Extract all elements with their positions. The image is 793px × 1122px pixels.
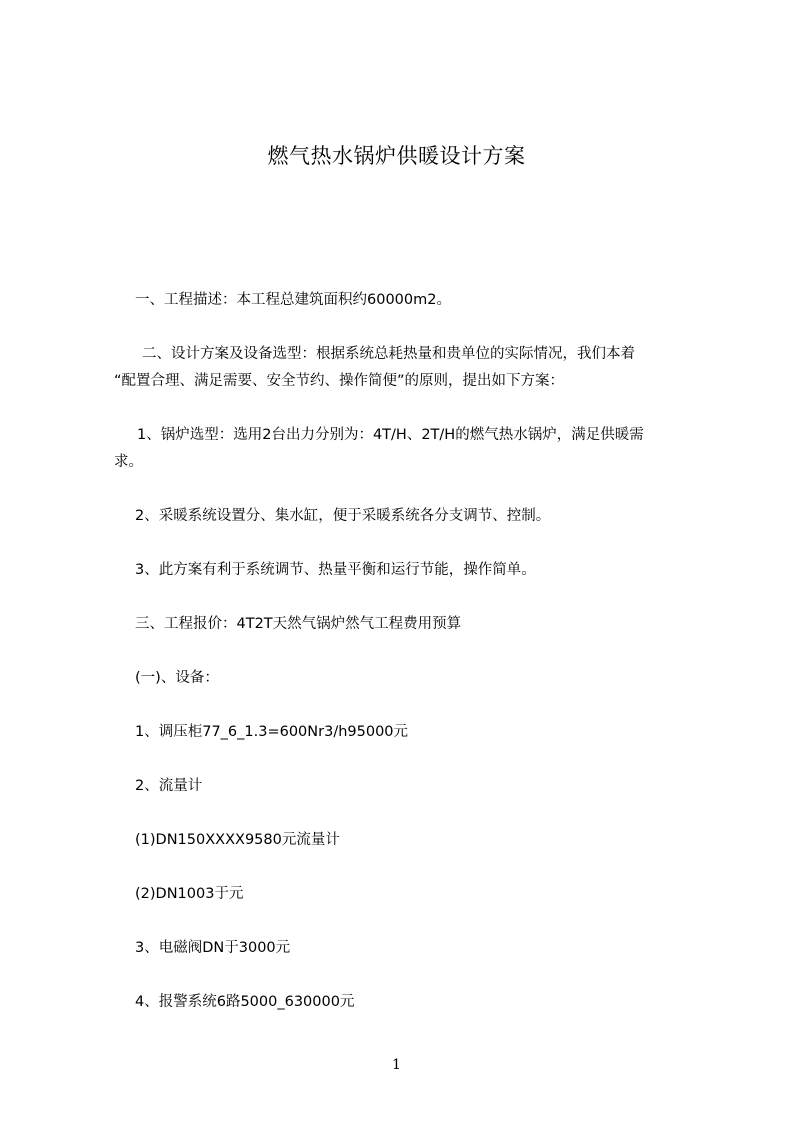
page-number: 1 (392, 1057, 401, 1073)
paragraph-boiler-selection-line2: 求。 (114, 454, 143, 470)
paragraph-project-quote: 三、工程报价：4T2T天然气锅炉然气工程费用预算 (135, 616, 462, 632)
list-item-pressure-regulator: 1、调压柜77_6_1.3=600Nr3/h95000元 (135, 724, 409, 740)
list-item-alarm-system: 4、报警系统6路5000_630000元 (135, 994, 355, 1010)
list-item-flowmeter-dn150: (1)DN150XXXX9580元流量计 (135, 832, 340, 848)
paragraph-boiler-selection-line1: 1、锅炉选型：选用2台出力分别为：4T/H、2T/H的燃气热水锅炉，满足供暖需 (137, 427, 644, 443)
list-item-flowmeter-dn100: (2)DN1003于元 (135, 886, 244, 902)
paragraph-heating-system: 2、采暖系统设置分、集水缸，便于采暖系统各分支调节、控制。 (135, 508, 551, 524)
paragraph-plan-advantages: 3、此方案有利于系统调节、热量平衡和运行节能，操作简单。 (135, 562, 536, 578)
list-item-solenoid-valve: 3、电磁阀DN于3000元 (135, 940, 291, 956)
paragraph-design-plan-line2: “配置合理、满足需要、安全节约、操作简便”的原则，提出如下方案： (114, 373, 565, 389)
paragraph-equipment-heading: (一)、设备： (135, 670, 219, 686)
document-title: 燃气热水锅炉供暖设计方案 (267, 144, 526, 168)
list-item-flowmeter: 2、流量计 (135, 778, 203, 794)
paragraph-design-plan-line1: 二、设计方案及设备选型：根据系统总耗热量和贵单位的实际情况，我们本着 (142, 346, 635, 362)
paragraph-project-description: 一、工程描述：本工程总建筑面积约60000m2。 (135, 292, 451, 308)
